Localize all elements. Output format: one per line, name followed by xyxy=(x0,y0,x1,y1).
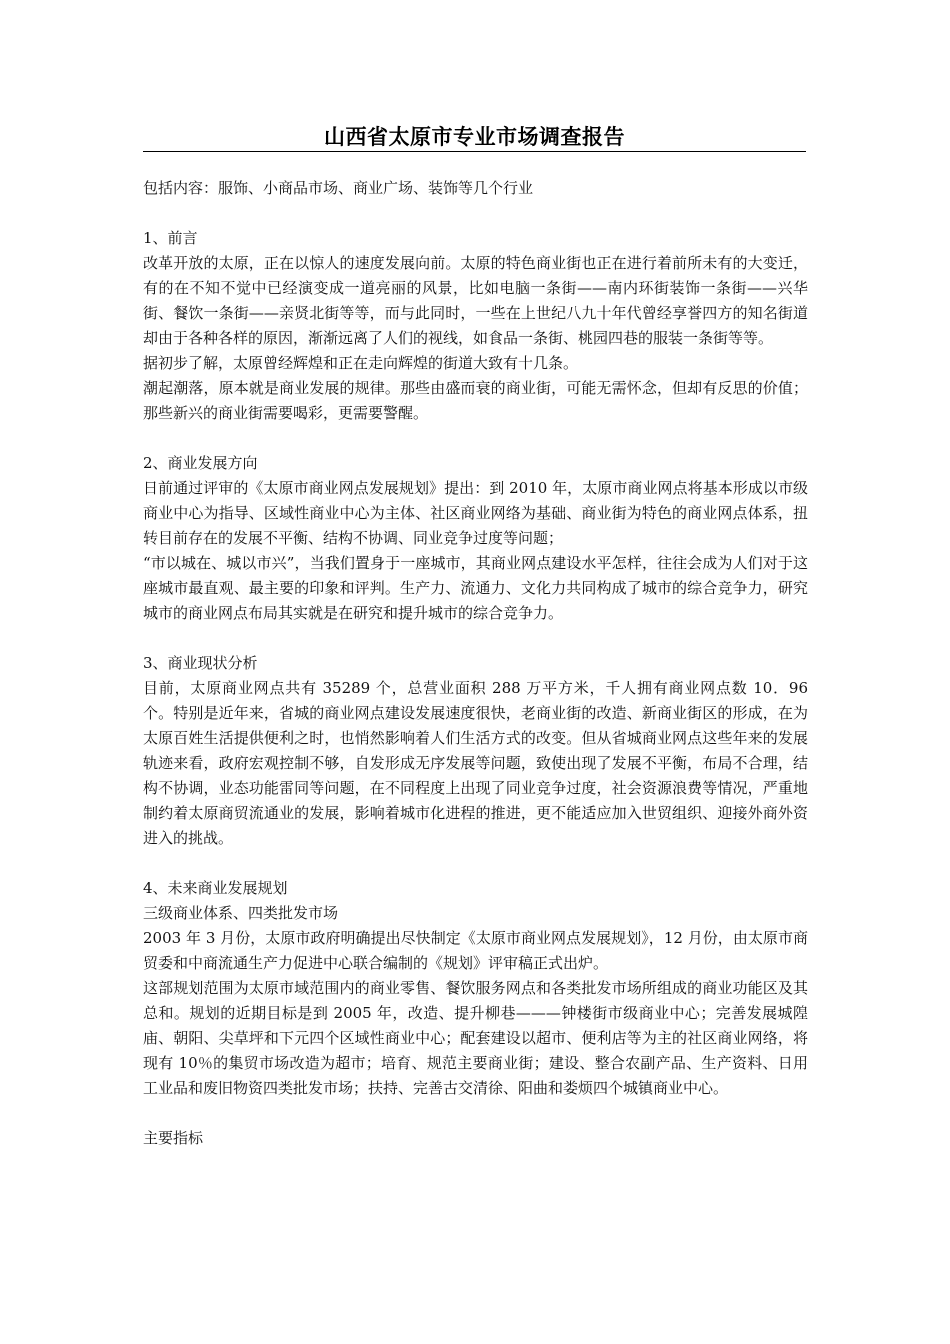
section-heading: 4、未来商业发展规划 xyxy=(143,879,288,897)
paragraph: 改革开放的太原，正在以惊人的速度发展向前。太原的特色商业街也正在进行着前所未有的大变迁，有的在不知不觉中已经演变成一道亮丽的风景，比如电脑一条街——南内环街装饰一条街——兴华街、餐饮一条街——亲贤北街等等，而与此同时，一些在上世纪八九十年代曾经享誉四方的知名街道却由于各种各样的原因，渐渐远离了人们的视线，如食品一条街、桃园四巷的服装一条街等等。 xyxy=(143,254,808,347)
intro-line: 包括内容：服饰、小商品市场、商业广场、装饰等几个行业 xyxy=(143,179,534,197)
paragraph: 目前，太原商业网点共有 35289 个，总营业面积 288 万平方米，千人拥有商业网点数 10．96 个。特别是近年来，省城的商业网点建设发展速度很快，老商业街的改造、新商业街区的形成，在为太原百姓生活提供便利之时，也悄然影响着人们生活方式的改变。但从省城商业网点这些年来的发展轨迹来看，政府宏观控制不够，自发形成无序发展等问题，致使出现了发展不平衡，布局不合理，结构不协调，业态功能雷同等问题，在不同程度上出现了同业竞争过度，社会资源浪费等情况，严重地制约着太原商贸流通业的发展，影响着城市化进程的推进，更不能适应加入世贸组织、迎接外商外资进入的挑战。 xyxy=(143,679,808,847)
paragraph: 据初步了解，太原曾经辉煌和正在走向辉煌的街道大致有十几条。 xyxy=(143,354,579,372)
paragraph: 2003 年 3 月份，太原市政府明确提出尽快制定《太原市商业网点发展规划》，12 月份，由太原市商贸委和中商流通生产力促进中心联合编制的《规划》评审稿正式出炉。 xyxy=(143,929,808,972)
paragraph: 这部规划范围为太原市域范围内的商业零售、餐饮服务网点和各类批发市场所组成的商业功能区及其总和。规划的近期目标是到 2005 年，改造、提升柳巷———钟楼街市级商业中心；完善发展城隍庙、朝阳、尖草坪和下元四个区域性商业中心；配套建设以超市、便利店等为主的社区商业网络，将现有 10％的集贸市场改造为超市；培育、规范主要商业街；建设、整合农副产品、生产资料、日用工业品和废旧物资四类批发市场；扶持、完善古交清徐、阳曲和娄烦四个城镇商业中心。 xyxy=(143,979,808,1097)
closing-heading: 主要指标 xyxy=(143,1129,204,1147)
paragraph: 潮起潮落，原本就是商业发展的规律。那些由盛而衰的商业街，可能无需怀念，但却有反思的价值；那些新兴的商业街需要喝彩，更需要警醒。 xyxy=(143,379,808,422)
paragraph: 三级商业体系、四类批发市场 xyxy=(143,904,339,922)
section-heading: 2、商业发展方向 xyxy=(143,454,258,472)
paragraph: “市以城在、城以市兴”，当我们置身于一座城市，其商业网点建设水平怎样，往往会成为人们对于这座城市最直观、最主要的印象和评判。生产力、流通力、文化力共同构成了城市的综合竞争力，研究城市的商业网点布局其实就是在研究和提升城市的综合竞争力。 xyxy=(143,554,808,622)
paragraph: 日前通过评审的《太原市商业网点发展规划》提出：到 2010 年，太原市商业网点将基本形成以市级商业中心为指导、区域性商业中心为主体、社区商业网络为基础、商业街为特色的商业网点体系，扭转目前存在的发展不平衡、结构不协调、同业竞争过度等问题； xyxy=(143,479,808,547)
page-title: 山西省太原市专业市场调查报告 xyxy=(324,124,625,149)
section-heading: 1、前言 xyxy=(143,229,198,247)
document-body xyxy=(143,176,808,1151)
title-underline xyxy=(143,151,806,152)
section-heading: 3、商业现状分析 xyxy=(143,654,258,672)
